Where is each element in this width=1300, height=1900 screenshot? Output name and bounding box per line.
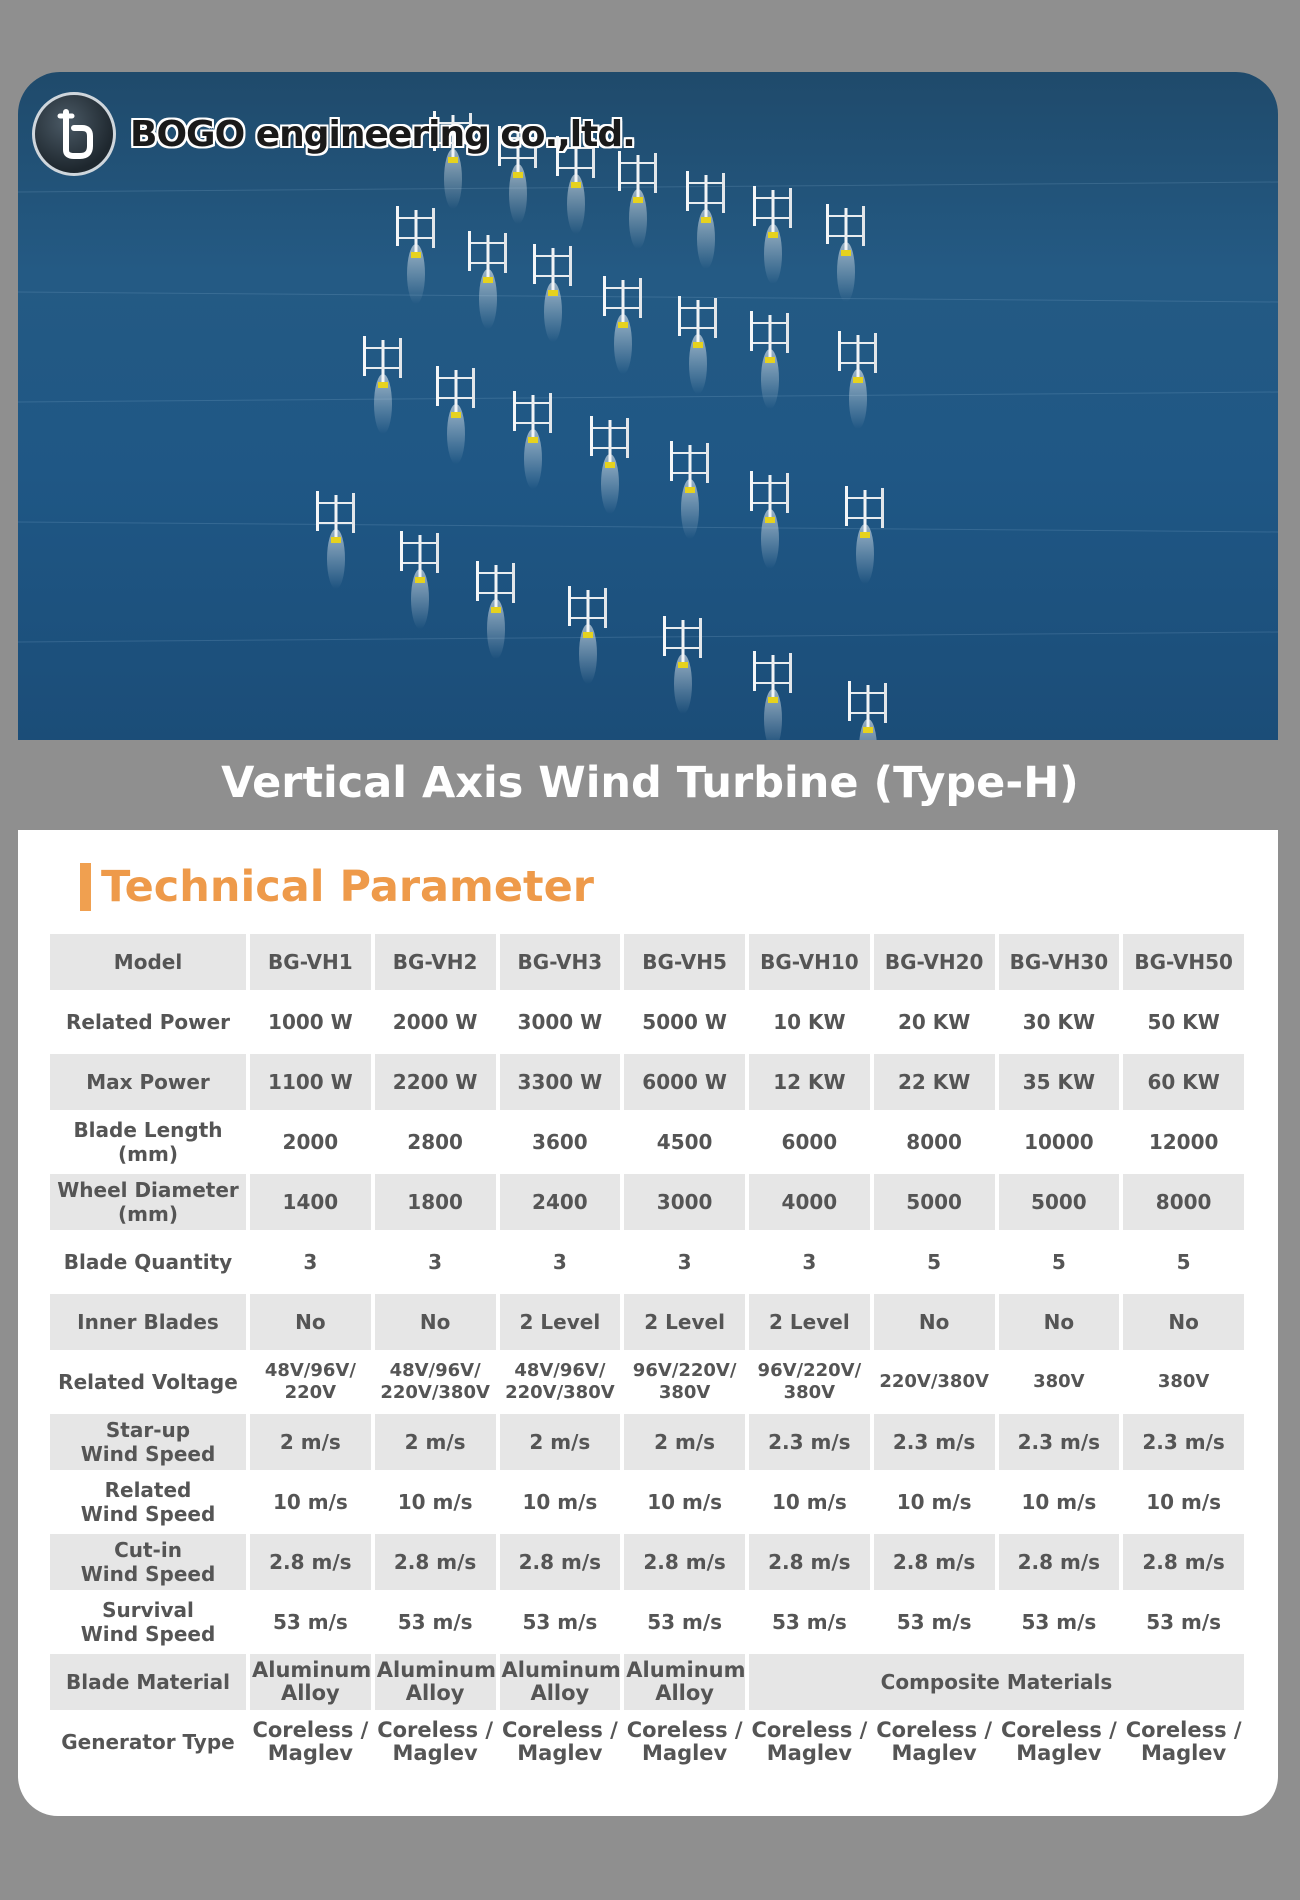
cell-line: 48V/96V/ [514,1360,606,1381]
table-cell: No [874,1294,995,1350]
table-cell: 2.8 m/s [250,1534,371,1590]
table-cell: 10 m/s [771,1490,847,1514]
table-cell: 53 m/s [1021,1610,1097,1634]
table-cell: 2.8 m/s [624,1534,745,1590]
table-cell: No [375,1294,496,1350]
table-cell: BG-VH2 [375,934,496,990]
row-label [50,1594,246,1650]
table-cell: 3600 [532,1130,588,1154]
table-row-generator-type [50,1714,1244,1770]
bogo-logo-icon [32,92,116,176]
table-cell [375,1654,496,1710]
table-cell: 2.8 m/s [375,1534,496,1590]
table-cell: 2.3 m/s [1123,1414,1244,1470]
cell-line: 96V/220V/ [632,1360,737,1381]
row-label-line: Wind Speed [80,1442,216,1466]
table-row-startup-wind-speed [50,1414,1244,1470]
table-cell [250,1354,371,1410]
cell-line: 380V [783,1382,836,1403]
table-cell: 2000 W [392,1010,478,1034]
table-cell: 2 m/s [250,1414,371,1470]
table-cell: 3 [428,1250,443,1274]
cell-line: Coreless / [1125,1718,1242,1742]
table-cell: 30 KW [1022,1010,1096,1034]
table-cell [624,1654,745,1710]
brand-logo [32,92,635,176]
row-label [50,1534,246,1590]
table-cell: No [1123,1294,1244,1350]
row-label [50,1174,246,1230]
table-cell [250,1654,371,1710]
row-label-line: (mm) [118,1202,178,1226]
table-cell: 1800 [375,1174,496,1230]
table-cell: 10 KW [773,1010,846,1034]
table-cell: 10 m/s [272,1490,348,1514]
row-label-line: Related [104,1478,192,1502]
table-cell: 1000 W [268,1010,353,1034]
cell-line: Maglev [392,1741,478,1765]
row-label-line: (mm) [118,1142,178,1166]
table-cell: 6000 W [624,1054,745,1110]
table-cell: BG-VH3 [500,934,621,990]
table-row-related-voltage [50,1354,1244,1410]
row-label: Blade Quantity [63,1250,233,1274]
cell-line: Coreless / [1000,1718,1117,1742]
row-label: Generator Type [61,1730,235,1754]
table-cell [624,1354,745,1410]
section-heading [80,862,594,912]
spec-table [46,930,1248,1774]
cell-line: Maglev [1141,1741,1227,1765]
table-cell: 2.3 m/s [749,1414,870,1470]
table-cell [375,1714,496,1770]
cell-line: 220V/380V [505,1382,615,1403]
table-cell: 20 KW [897,1010,971,1034]
cell-line: Maglev [642,1741,728,1765]
cell-line: 48V/96V/ [389,1360,481,1381]
brand-name: BOGO engineering co.,ltd. [130,113,635,155]
table-cell: 10000 [1024,1130,1094,1154]
table-cell [1123,1714,1244,1770]
table-cell-composite: Composite Materials [749,1654,1244,1710]
table-row-wheel-diameter [50,1174,1244,1230]
table-cell [500,1354,621,1410]
cell-line: 220V/380V [380,1382,490,1403]
table-cell: 2 m/s [500,1414,621,1470]
row-label-line: Survival [102,1598,194,1622]
table-cell: 10 m/s [522,1490,598,1514]
row-label [50,1474,246,1530]
row-label: Inner Blades [50,1294,246,1350]
table-cell: 2.8 m/s [874,1534,995,1590]
cell-line: 220V [284,1382,337,1403]
table-cell: 53 m/s [397,1610,473,1634]
table-cell: 5 [1051,1250,1066,1274]
cell-line: Aluminum [376,1658,497,1682]
table-cell [250,1714,371,1770]
table-cell: 3 [677,1250,692,1274]
table-cell: 8000 [1123,1174,1244,1230]
table-cell: 3 [552,1250,567,1274]
table-row-max-power [50,1054,1244,1110]
table-cell: 5000 W [642,1010,727,1034]
table-cell: 35 KW [999,1054,1120,1110]
table-cell: 2.8 m/s [1123,1534,1244,1590]
cell-line: 96V/220V/ [757,1360,862,1381]
row-label: Max Power [50,1054,246,1110]
cell-line: 48V/96V/ [264,1360,356,1381]
table-cell: 2 Level [624,1294,745,1350]
section-title: Technical Parameter [101,862,594,912]
table-cell: 12 KW [749,1054,870,1110]
cell-line: Alloy [530,1681,590,1705]
table-cell: 5000 [999,1174,1120,1230]
cell-line: Aluminum [501,1658,621,1682]
cell-line: Coreless / [876,1718,993,1742]
table-cell: 1100 W [250,1054,371,1110]
table-cell: 3300 W [500,1054,621,1110]
table-cell: 2000 [282,1130,339,1154]
table-cell: 3000 W [517,1010,603,1034]
table-row-model [50,934,1244,990]
row-label: Related Voltage [58,1370,238,1394]
table-row-related-wind-speed [50,1474,1244,1530]
cell-line: Coreless / [626,1718,743,1742]
row-label: Related Power [65,1010,231,1034]
table-cell: 3 [802,1250,817,1274]
table-cell: 2 m/s [375,1414,496,1470]
table-cell: 60 KW [1123,1054,1244,1110]
table-cell: 10 m/s [896,1490,972,1514]
cell-line: Alloy [655,1681,714,1705]
table-cell: 4000 [749,1174,870,1230]
cell-line: Aluminum [626,1658,746,1682]
table-cell [375,1354,496,1410]
table-cell: 10 m/s [397,1490,473,1514]
cell-line: Maglev [891,1741,977,1765]
table-row-blade-quantity [50,1234,1244,1290]
accent-bar [80,863,91,911]
row-label [50,1114,246,1170]
cell-line: Aluminum [252,1658,372,1682]
cell-line: Alloy [405,1681,465,1705]
table-cell: No [250,1294,371,1350]
hero-image [18,72,1278,740]
table-cell: 2.3 m/s [999,1414,1120,1470]
cell-line: 380V [1033,1371,1085,1392]
table-cell: 6000 [781,1130,838,1154]
table-cell: 10 m/s [1021,1490,1097,1514]
table-cell [500,1714,621,1770]
row-label: Model [50,934,246,990]
table-row-inner-blades [50,1294,1244,1350]
table-cell: 2.8 m/s [999,1534,1120,1590]
table-cell [749,1354,870,1410]
cell-line: Maglev [1016,1741,1102,1765]
table-cell: BG-VH10 [749,934,870,990]
table-cell [624,1714,745,1770]
table-row-survival-wind-speed [50,1594,1244,1650]
row-label-line: Wheel Diameter [57,1178,239,1202]
cell-line: Coreless / [751,1718,868,1742]
table-cell: 2800 [407,1130,463,1154]
row-label-line: Wind Speed [80,1622,216,1646]
table-row-blade-material [50,1654,1244,1710]
table-cell: 53 m/s [1146,1610,1222,1634]
table-cell: 10 m/s [647,1490,723,1514]
table-cell: 2 m/s [624,1414,745,1470]
table-cell: 3000 [624,1174,745,1230]
table-cell: 5000 [874,1174,995,1230]
cell-line: 220V/380V [879,1371,989,1392]
table-cell: 50 KW [1147,1010,1220,1034]
row-label-line: Cut-in [114,1538,182,1562]
table-cell [999,1354,1120,1410]
table-cell: 53 m/s [647,1610,723,1634]
cell-line: Maglev [766,1741,852,1765]
table-cell: 12000 [1148,1130,1219,1154]
cell-line: Coreless / [377,1718,494,1742]
table-row-cutin-wind-speed [50,1534,1244,1590]
row-label-line: Blade Length [73,1118,223,1142]
table-cell: 53 m/s [272,1610,348,1634]
table-cell: 1400 [250,1174,371,1230]
row-label: Blade Material [50,1654,246,1710]
table-cell: 53 m/s [771,1610,847,1634]
row-label [50,1414,246,1470]
table-cell: 22 KW [874,1054,995,1110]
row-label-line: Wind Speed [80,1502,216,1526]
cell-line: 380V [1157,1371,1210,1392]
table-cell: 2400 [500,1174,621,1230]
table-cell: 4500 [656,1130,713,1154]
table-cell: BG-VH30 [999,934,1120,990]
table-cell [999,1714,1120,1770]
cell-line: Coreless / [501,1718,618,1742]
cell-line: Coreless / [252,1718,369,1742]
table-cell [500,1654,621,1710]
table-cell: 2 Level [749,1294,870,1350]
table-cell: 5 [1176,1250,1191,1274]
table-cell: 2.3 m/s [874,1414,995,1470]
table-cell: 5 [927,1250,942,1274]
spec-panel [18,830,1278,1816]
product-title: Vertical Axis Wind Turbine (Type-H) [221,758,1079,808]
table-cell: 2200 W [375,1054,496,1110]
row-label-line: Wind Speed [80,1562,216,1586]
table-cell [874,1714,995,1770]
table-cell [749,1714,870,1770]
cell-line: Maglev [267,1741,353,1765]
table-cell: 10 m/s [1146,1490,1222,1514]
table-cell: BG-VH50 [1123,934,1244,990]
table-cell [1123,1354,1244,1410]
table-cell: 2 Level [500,1294,621,1350]
table-cell: BG-VH1 [250,934,371,990]
table-cell: No [999,1294,1120,1350]
table-cell: BG-VH20 [874,934,995,990]
table-cell: 2.8 m/s [500,1534,621,1590]
table-cell [874,1354,995,1410]
cell-line: 380V [658,1382,711,1403]
cell-line: Maglev [517,1741,603,1765]
table-row-blade-length [50,1114,1244,1170]
table-cell: 2.8 m/s [749,1534,870,1590]
row-label-line: Star-up [105,1418,191,1442]
table-cell: 3 [303,1250,318,1274]
table-cell: 53 m/s [522,1610,598,1634]
table-cell: 8000 [906,1130,962,1154]
table-row-related-power [50,994,1244,1050]
table-cell: 53 m/s [896,1610,972,1634]
table-cell: BG-VH5 [624,934,745,990]
cell-line: Alloy [280,1681,340,1705]
